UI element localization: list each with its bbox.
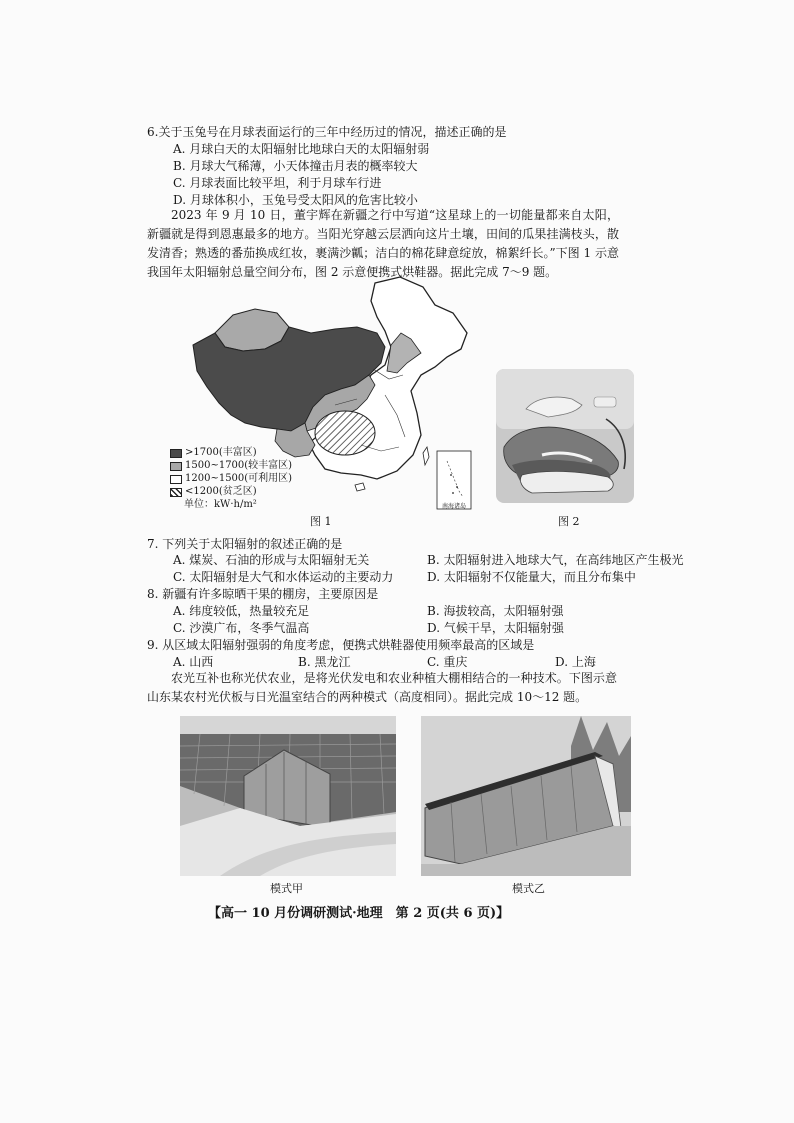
figure-2-caption: 图 2	[558, 515, 580, 528]
q7-stem: 7. 下列关于太阳辐射的叙述正确的是	[147, 537, 343, 551]
q8-option-b: B. 海拔较高，太阳辐射强	[427, 604, 564, 618]
legend-poor	[170, 486, 257, 498]
legend-label: >1700(丰富区)	[185, 447, 257, 458]
q6-option-d: D. 月球体积小，玉兔号受太阳风的危害比较小	[173, 193, 418, 207]
legend-unit: 单位：kW·h/m²	[184, 499, 257, 510]
mode-a-caption: 模式甲	[270, 882, 303, 895]
legend-label: 1500~1700(较丰富区)	[185, 460, 293, 471]
q7-option-a: A. 煤炭、石油的形成与太阳辐射无关	[173, 553, 370, 567]
q8-option-a: A. 纬度较低，热量较充足	[173, 604, 310, 618]
q9-stem: 9. 从区域太阳辐射强弱的角度考虑，便携式烘鞋器使用频率最高的区域是	[147, 638, 535, 652]
legend-swatch-white	[170, 475, 182, 484]
greenhouse-mode-b-photo	[421, 716, 631, 876]
south-china-sea-inset-label: 南海诸岛	[442, 503, 467, 510]
greenhouse-mode-a-photo	[180, 716, 396, 876]
legend-usable	[170, 473, 292, 485]
q8-stem: 8. 新疆有许多晾晒干果的棚房，主要原因是	[147, 587, 379, 601]
shoe-dryer-photo	[496, 369, 634, 503]
passage-solar-xinjiang: 2023 年 9 月 10 日，董宇辉在新疆之行中写道“这星球上的一切能量都来自太阳，新疆就是得到恩惠最多的地方。当阳光穿越云层洒向这片土壤，田间的瓜果挂满枝头，散发清香；熟透的番茄换成红妆，裹满沙瓤；洁白的棉花肆意绽放，棉絮纤长。”下图 1 示意我国年太阳辐射总量空间分布，图 2 示意便携式烘鞋器。据此完成 7～9 题。	[147, 208, 619, 279]
q6-option-b: B. 月球大气稀薄，小天体撞击月表的概率较大	[173, 159, 418, 173]
q9-option-c: C. 重庆	[427, 655, 468, 669]
legend-label: 1200~1500(可利用区)	[185, 473, 293, 484]
figure-1-caption: 图 1	[310, 515, 332, 528]
passage-agrivoltaics: 农光互补也称光伏农业，是将光伏发电和农业种植大棚相结合的一种技术。下图示意山东某农村光伏板与日光温室结合的两种模式（高度相同）。据此完成 10～12 题。	[147, 671, 617, 704]
q9-option-a: A. 山西	[173, 655, 214, 669]
q6-option-a: A. 月球白天的太阳辐射比地球白天的太阳辐射弱	[173, 142, 430, 156]
legend-swatch-hatch	[170, 488, 182, 497]
q6-option-c: C. 月球表面比较平坦，利于月球车行进	[173, 176, 382, 190]
q8-option-d: D. 气候干旱，太阳辐射强	[427, 621, 564, 635]
q7-option-d: D. 太阳辐射不仅能量大，而且分布集中	[427, 570, 636, 584]
legend-swatch-dark	[170, 449, 182, 458]
legend-rich	[170, 447, 257, 459]
legend-label: <1200(贫乏区)	[185, 486, 257, 497]
q9-option-b: B. 黑龙江	[298, 655, 351, 669]
legend-swatch-gray	[170, 462, 182, 471]
page-footer: 【高一 10 月份调研测试·地理 第 2 页(共 6 页)】	[208, 906, 510, 921]
mode-b-caption: 模式乙	[512, 882, 545, 895]
legend-fairly-rich	[170, 460, 292, 472]
q7-option-c: C. 太阳辐射是大气和水体运动的主要动力	[173, 570, 394, 584]
q8-option-c: C. 沙漠广布，冬季气温高	[173, 621, 310, 635]
q9-option-d: D. 上海	[555, 655, 596, 669]
q6-stem: 6.关于玉兔号在月球表面运行的三年中经历过的情况，描述正确的是	[147, 125, 507, 139]
q7-option-b: B. 太阳辐射进入地球大气，在高纬地区产生极光	[427, 553, 684, 567]
